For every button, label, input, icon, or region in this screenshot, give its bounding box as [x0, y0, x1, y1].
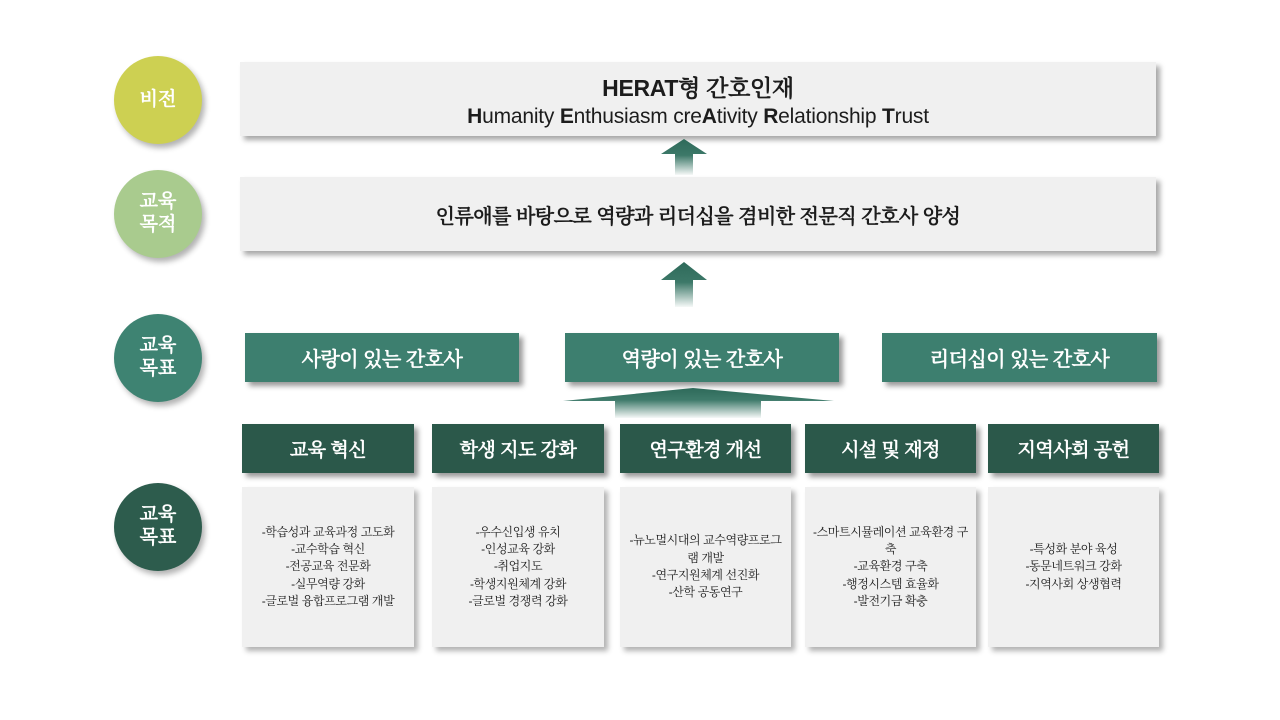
- purpose-text: 인류애를 바탕으로 역량과 리더십을 겸비한 전문직 간호사 양성: [435, 205, 961, 228]
- subtitle-part: H: [467, 104, 483, 128]
- strategy-header: 학생 지도 강화: [432, 424, 604, 473]
- strategy-item: -동문네트워크 강화: [1025, 559, 1122, 574]
- circle-line: 목표: [139, 358, 177, 379]
- circle-line: 교육: [139, 191, 177, 213]
- strategy-column-community-contribution: [988, 424, 1159, 647]
- strategy-item: -특성화 분야 육성: [1029, 541, 1118, 556]
- goal-box-competence-label: 역량이 있는 간호사: [621, 349, 783, 371]
- strategy-item: -지역사회 상생협력: [1025, 576, 1122, 591]
- strategy-item: -취업지도: [493, 559, 543, 574]
- vision-subtitle: [467, 105, 929, 129]
- circle-line: 교육: [139, 335, 177, 357]
- strategy-items: [805, 487, 976, 647]
- subtitle-part: E: [559, 104, 574, 128]
- strategy-header: 시설 및 재정: [805, 424, 976, 473]
- strategy-column-facilities-finance: [805, 424, 976, 647]
- strategy-items: [432, 487, 604, 647]
- purpose-box: [240, 177, 1156, 251]
- row-label-objectives-text: [140, 504, 177, 550]
- strategy-item: -산학 공동연구: [668, 585, 743, 600]
- strategy-column-student-guidance: [432, 424, 604, 647]
- up-arrow-icon: [661, 139, 707, 175]
- row-label-goals-text: [140, 335, 177, 381]
- strategy-item: -전공교육 전문화: [285, 559, 371, 574]
- strategy-item: -우수신입생 유치: [475, 524, 561, 539]
- goal-box-leadership-label: 리더십이 있는 간호사: [929, 349, 1110, 371]
- strategy-item: -학생지원체계 강화: [469, 576, 567, 591]
- subtitle-part: nthusiasm cre: [573, 104, 702, 128]
- row-label-purpose: [114, 170, 202, 258]
- row-label-vision: [114, 56, 202, 144]
- strategy-item: -행정시스템 효율화: [842, 576, 939, 591]
- subtitle-part: T: [882, 104, 895, 128]
- subtitle-part: umanity: [482, 104, 560, 128]
- row-label-vision-text: [140, 89, 177, 112]
- strategy-header: 지역사회 공헌: [988, 424, 1159, 473]
- strategy-items: [242, 487, 414, 647]
- subtitle-part: tivity: [716, 104, 764, 128]
- strategy-item: -뉴노멀시대의 교수역량프로그램 개발: [629, 533, 782, 565]
- subtitle-part: A: [701, 104, 717, 128]
- strategy-column-research-environment: [620, 424, 791, 647]
- strategy-column-education-innovation: [242, 424, 414, 647]
- wide-up-arrow-icon: [563, 388, 834, 418]
- strategy-items: [620, 487, 791, 647]
- strategy-item: -학습성과 교육과정 고도화: [261, 524, 395, 539]
- strategy-item: -글로벌 경쟁력 강화: [468, 594, 568, 609]
- circle-line: 목표: [139, 527, 177, 548]
- strategy-item: -교육환경 구축: [853, 559, 928, 574]
- strategy-item: -교수학습 혁신: [291, 541, 365, 556]
- goal-box-love-label: 사랑이 있는 간호사: [301, 349, 463, 371]
- row-label-purpose-text: [140, 191, 177, 237]
- vision-box: [240, 62, 1156, 136]
- strategy-item: -실무역량 강화: [291, 576, 365, 591]
- subtitle-part: rust: [894, 104, 929, 128]
- strategy-header: 연구환경 개선: [620, 424, 791, 473]
- strategy-item: -글로벌 융합프로그램 개발: [261, 594, 395, 609]
- row-label-objectives: [114, 483, 202, 571]
- row-label-goals: [114, 314, 202, 402]
- circle-line: 목적: [139, 214, 177, 235]
- goal-box-leadership: [882, 333, 1157, 382]
- up-arrow-icon: [661, 262, 707, 307]
- subtitle-part: elationship: [778, 104, 883, 128]
- circle-line: 비전: [139, 88, 177, 110]
- strategy-item: -인성교육 강화: [481, 541, 555, 556]
- goal-box-love: [245, 333, 519, 382]
- goal-box-competence: [565, 333, 839, 382]
- strategy-item: -스마트시뮬레이션 교육환경 구축: [813, 524, 968, 556]
- strategy-items: [988, 487, 1159, 647]
- subtitle-part: R: [763, 104, 779, 128]
- strategy-item: -발전기금 확충: [853, 594, 928, 609]
- vision-title: HERAT형 간호인재: [602, 74, 794, 101]
- circle-line: 교육: [139, 504, 177, 526]
- strategy-header: 교육 혁신: [242, 424, 414, 473]
- strategy-item: -연구지원체계 선진화: [651, 568, 760, 582]
